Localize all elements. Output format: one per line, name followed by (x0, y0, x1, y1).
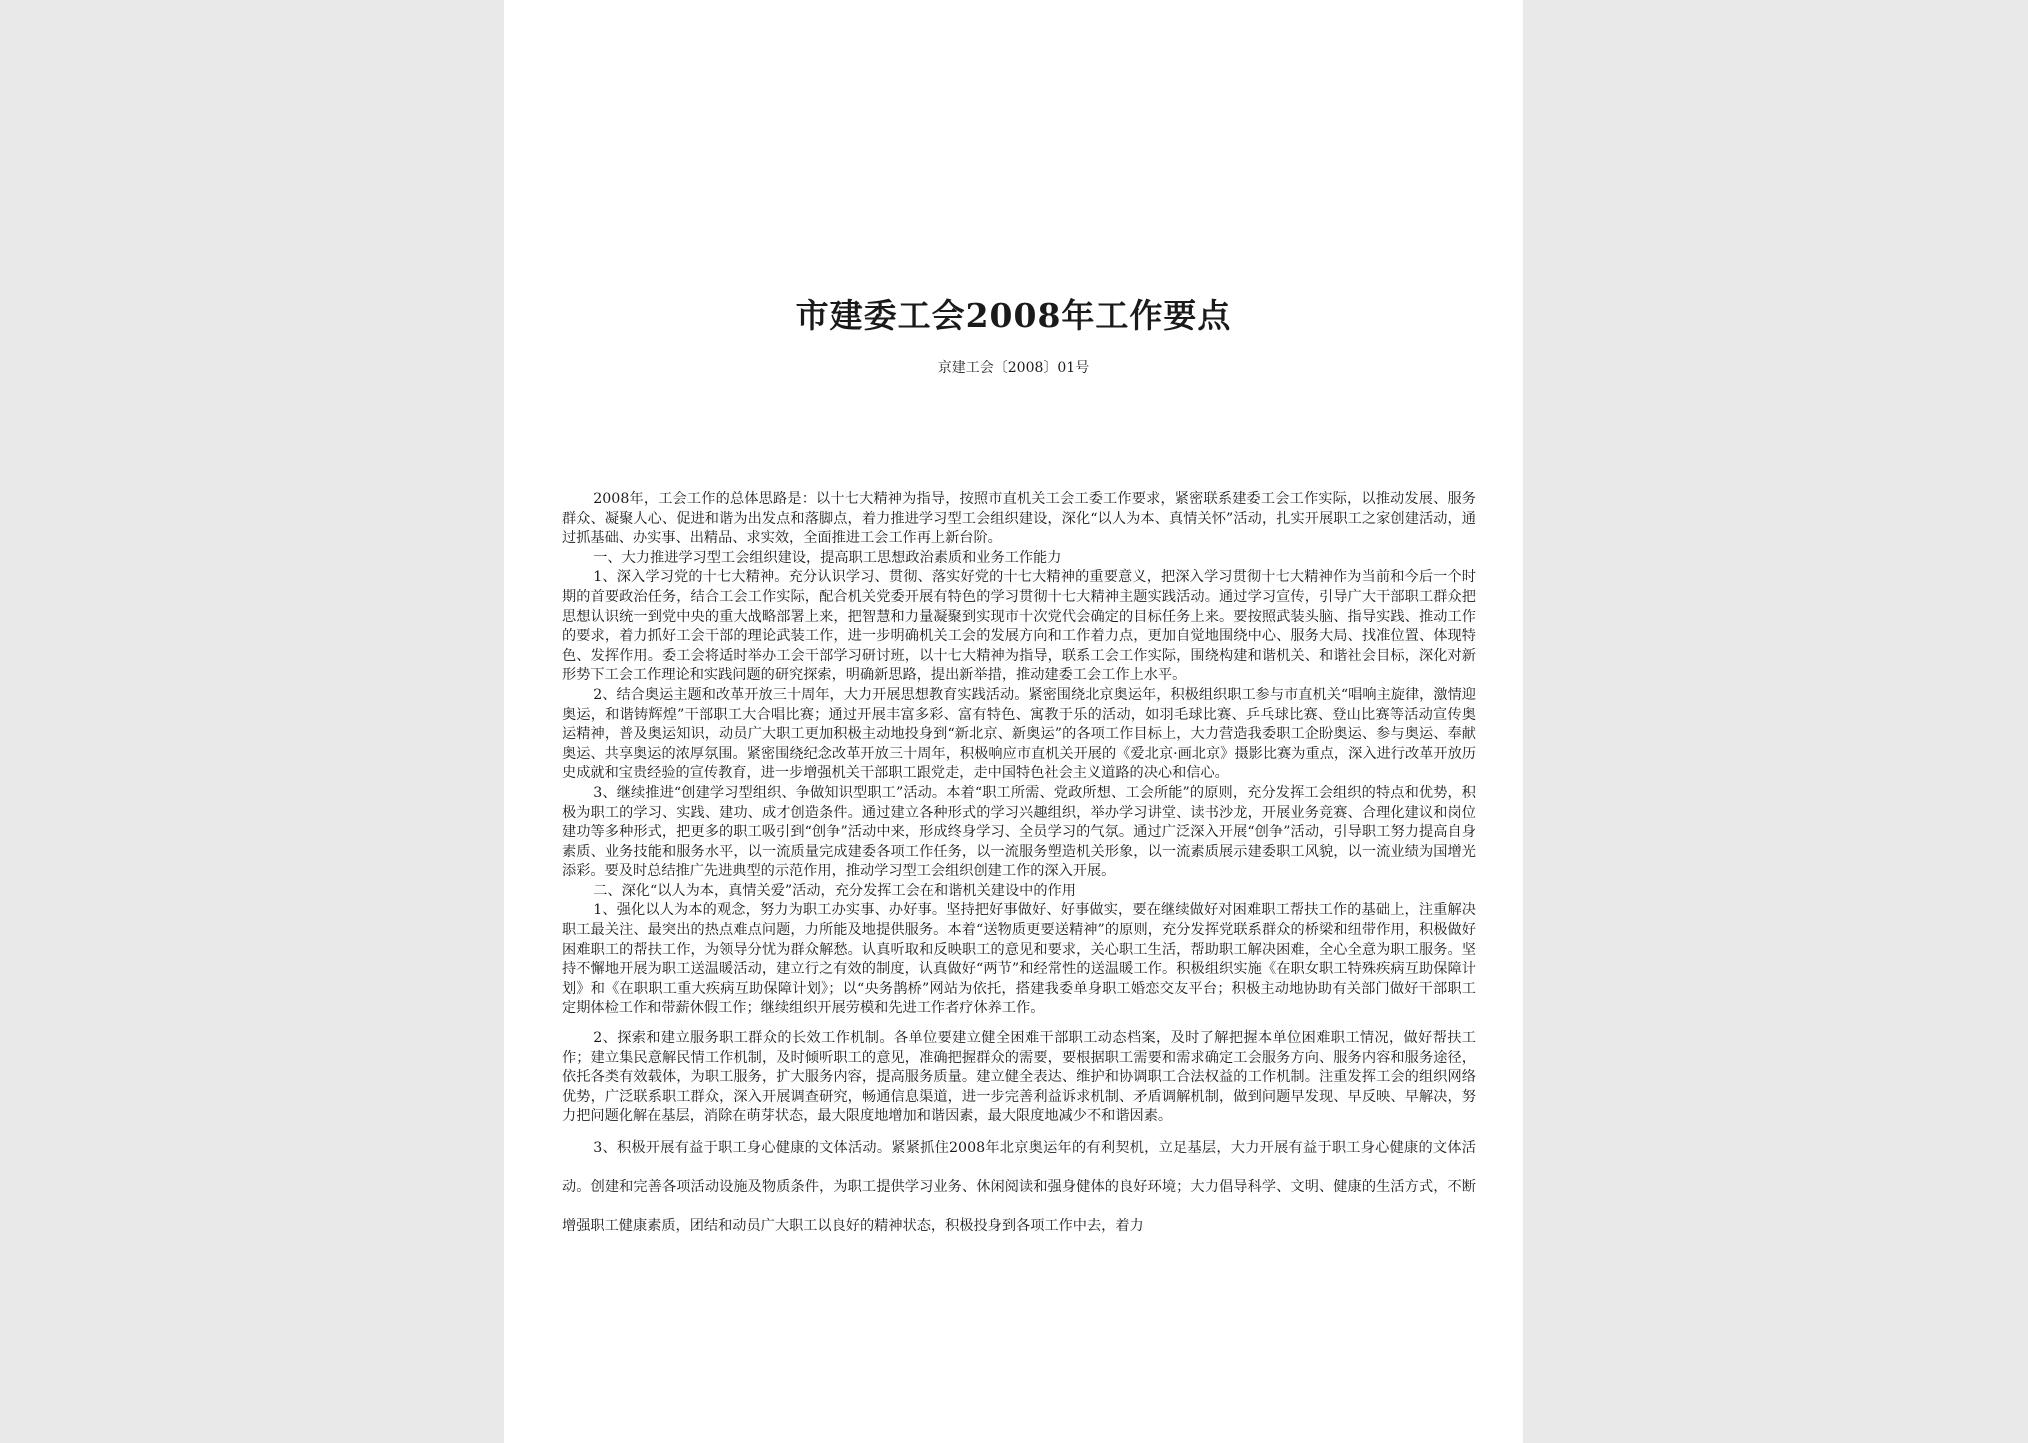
paragraph: 1、深入学习党的十七大精神。充分认识学习、贯彻、落实好党的十七大精神的重要意义，把深入学习贯彻十七大精神作为当前和今后一个时期的首要政治任务，结合工会工作实际，配合机关党委开展有特色的学习贯彻十七大精神主题实践活动。通过学习宣传，引导广大干部职工群众把思想认识统一到党中央的重大战略部署上来，把智慧和力量凝聚到实现市十次党代会确定的目标任务上来。要按照武装头脑、指导实践、推动工作的要求，着力抓好工会干部的理论武装工作，进一步明确机关工会的发展方向和工作着力点，更加自觉地围绕中心、服务大局、找准位置、体现特色、发挥作用。委工会将适时举办工会干部学习研讨班，以十七大精神为指导，联系工会工作实际，围绕构建和谐机关、和谐社会目标，深化对新形势下工会工作理论和实践问题的研究探索，明确新思路，提出新举措，推动建委工会工作上水平。 (562, 569, 1476, 684)
section-heading-2: 二、深化“以人为本，真情关爱”活动，充分发挥工会在和谐机关建设中的作用 (593, 882, 1076, 899)
document-body (562, 490, 1476, 1246)
document-number: 京建工会〔2008〕01号 (937, 360, 1090, 376)
paragraph: 2、结合奥运主题和改革开放三十周年，大力开展思想教育实践活动。紧密围绕北京奥运年，积极组织职工参与市直机关“唱响主旋律，激情迎奥运，和谐铸辉煌”干部职工大合唱比赛；通过开展丰富多彩、富有特色、寓教于乐的活动，如羽毛球比赛、乒乓球比赛、登山比赛等活动宣传奥运精神，普及奥运知识，动员广大职工更加积极主动地投身到“新北京、新奥运”的各项工作目标上，大力营造我委职工企盼奥运、参与奥运、奉献奥运、共享奥运的浓厚氛围。紧密围绕纪念改革开放三十周年，积极响应市直机关开展的《爱北京·画北京》摄影比赛为重点，深入进行改革开放历史成就和宝贵经验的宣传教育，进一步增强机关干部职工跟党走，走中国特色社会主义道路的决心和信心。 (562, 686, 1476, 782)
paragraph: 1、强化以人为本的观念，努力为职工办实事、办好事。坚持把好事做好、好事做实，要在继续做好对困难职工帮扶工作的基础上，注重解决职工最关注、最突出的热点难点问题，力所能及地提供服务。本着“送物质更要送精神”的原则，充分发挥党联系群众的桥梁和纽带作用，积极做好困难职工的帮扶工作，为领导分忧为群众解愁。认真听取和反映职工的意见和要求，关心职工生活，帮助职工解决困难，全心全意为职工服务。坚持不懈地开展为职工送温暖活动，建立行之有效的制度，认真做好“两节”和经常性的送温暖工作。积极组织实施《在职女职工特殊疾病互助保障计划》和《在职职工重大疾病互助保障计划》；以“央务鹊桥”网站为依托，搭建我委单身职工婚恋交友平台；积极主动地协助有关部门做好干部职工定期体检工作和带薪休假工作；继续组织开展劳模和先进工作者疗休养工作。 (562, 902, 1476, 1017)
paragraph: 3、继续推进“创建学习型组织、争做知识型职工”活动。本着“职工所需、党政所想、工会所能”的原则，充分发挥工会组织的特点和优势，积极为职工的学习、实践、建功、成才创造条件。通过建立各种形式的学习兴趣组织，举办学习讲堂、读书沙龙，开展业务竞赛、合理化建议和岗位建功等多种形式，把更多的职工吸引到“创争”活动中来，形成终身学习、全员学习的气氛。通过广泛深入开展“创争”活动，引导职工努力提高自身素质、业务技能和服务水平，以一流质量完成建委各项工作任务，以一流服务塑造机关形象，以一流素质展示建委职工风貌，以一流业绩为国增光添彩。要及时总结推广先进典型的示范作用，推动学习型工会组织创建工作的深入开展。 (562, 784, 1476, 880)
paragraph-intro: 2008年，工会工作的总体思路是：以十七大精神为指导，按照市直机关工会工委工作要求，紧密联系建委工会工作实际，以推动发展、服务群众、凝聚人心、促进和谐为出发点和落脚点，着力推进学习型工会组织建设，深化“以人为本、真情关怀”活动，扎实开展职工之家创建活动，通过抓基础、办实事、出精品、求实效，全面推进工会工作再上新台阶。 (562, 491, 1476, 547)
document-title: 市建委工会2008年工作要点 (795, 296, 1232, 335)
paragraph: 2、探索和建立服务职工群众的长效工作机制。各单位要建立健全困难干部职工动态档案，及时了解把握本单位困难职工情况，做好帮扶工作；建立集民意解民情工作机制，及时倾听职工的意见，准确把握群众的需要，要根据职工需要和需求确定工会服务方向、服务内容和服务途径，依托各类有效载体，为职工服务，扩大服务内容，提高服务质量。建立健全表达、维护和协调职工合法权益的工作机制。注重发挥工会的组织网络优势，广泛联系职工群众，深入开展调查研究，畅通信息渠道，进一步完善利益诉求机制、矛盾调解机制，做到问题早发现、早反映、早解决，努力把问题化解在基层，消除在萌芽状态，最大限度地增加和谐因素，最大限度地减少不和谐因素。 (562, 1030, 1476, 1125)
document-page (504, 0, 1523, 1443)
section-heading-1: 一、大力推进学习型工会组织建设，提高职工思想政治素质和业务工作能力 (593, 549, 1062, 566)
paragraph: 3、积极开展有益于职工身心健康的文体活动。紧紧抓住2008年北京奥运年的有利契机，立足基层，大力开展有益于职工身心健康的文体活动。创建和完善各项活动设施及物质条件，为职工提供学习业务、休闲阅读和强身健体的良好环境；大力倡导科学、文明、健康的生活方式，不断增强职工健康素质，团结和动员广大职工以良好的精神状态，积极投身到各项工作中去，着力 (562, 1140, 1476, 1234)
